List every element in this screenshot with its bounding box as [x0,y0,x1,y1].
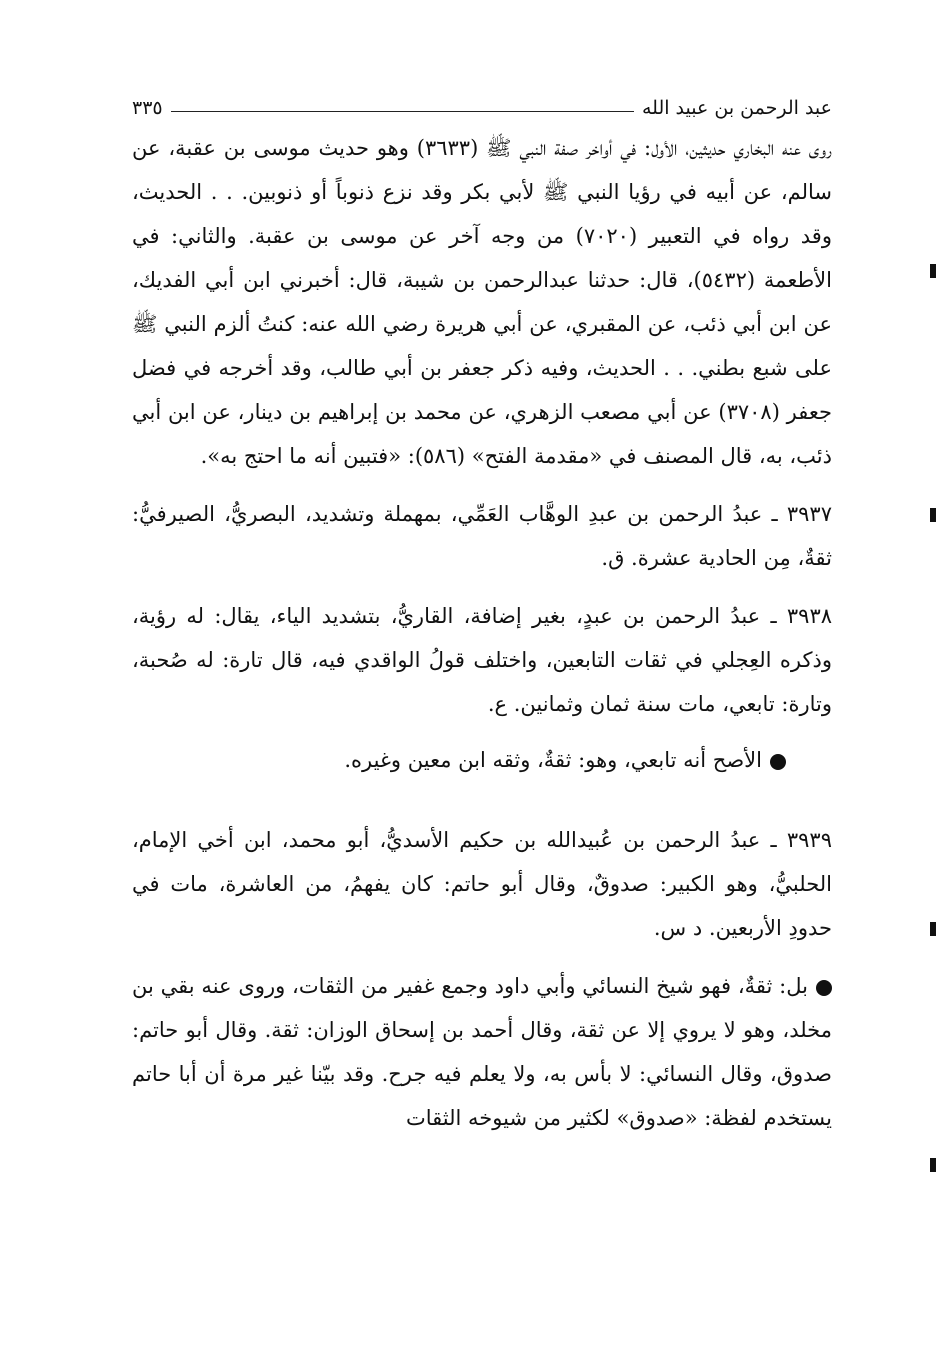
page-body [132,126,832,1140]
edge-mark [930,508,936,522]
entry-3938: ٣٩٣٨ ـ عبدُ الرحمن بن عبدٍ، بغير إضافة، القاريُّ، بتشديد الياء، يقال: له رؤية، وذكره العِجلي في ثقات التابعين، واختلف قولُ الواقدي فيه، قال تارة: له صُحبة، وتارة: تابعي، مات سنة ثمان وثمانين. ع. [132,604,833,716]
bullet-icon [816,980,832,996]
entry-3937: ٣٩٣٧ ـ عبدُ الرحمن بن عبدِ الوهَّاب العَمِّي، بمهملة وتشديد، البصريُّ، الصيرفيُّ: ثقةٌ، مِن الحادية عشرة. ق. [132,502,832,570]
edge-mark [930,264,936,278]
note-3938-text: الأصح أنه تابعي، وهو: ثقةٌ، وثقه ابن معين وغيره. [344,748,762,772]
note-3939 [132,964,832,1140]
edge-mark [930,1158,936,1172]
bullet-icon [770,754,786,770]
running-title: عبد الرحمن بن عبيد الله [641,97,832,119]
note-3939-text: بل: ثقةٌ، فهو شيخ النسائي وأبي داود وجمع غفير من الثقات، وروى عنه بقي بن مخلد، وهو لا يروي إلا عن ثقة، وقال أحمد بن إسحاق الوزان: ثقة. وقال أبو حاتم: صدوق، وقال النسائي: لا بأس به، ولا يعلم فيه جرح. وقد بيّنا غير مرة أن أبا حاتم يستخدم لفظة: «صدوق» لكثير من شيوخه الثقات [132,974,832,1130]
edge-mark [930,922,936,936]
running-header [132,82,832,118]
header-rule [171,111,634,112]
note-3938 [132,738,832,782]
entry-3939: ٣٩٣٩ ـ عبدُ الرحمن بن عُبيدالله بن حكيم الأسديُّ، أبو محمد، ابن أخي الإمام، الحلبيُّ، وهو الكبير: صدوقٌ، وقال أبو حاتم: كان يفهمُ، من العاشرة، مات في حدودِ الأربعين. د س. [132,828,832,940]
page-number: ٣٣٥ [132,97,163,119]
intro-paragraph: روى عنه البخاري حديثين، الأول: في أواخر صفة النبي ﷺ (٣٦٣٣) وهو حديث موسى بن عقبة، عن سالم، عن أبيه في رؤيا النبي ﷺ لأبي بكر وقد نزع ذنوباً أو ذنوبين. . . الحديث، وقد رواه في التعبير (٧٠٢٠) من وجه آخر عن موسى بن عقبة. والثاني: في الأطعمة (٥٤٣٢)، قال: حدثنا عبدالرحمن بن شيبة، قال: أخبرني ابن أبي الفديك، عن ابن أبي ذئب، عن المقبري، عن أبي هريرة رضي الله عنه: كنتُ ألزم النبي ﷺ على شبع بطني. . . الحديث، وفيه ذكر جعفر بن أبي طالب، وقد أخرجه في فضل جعفر (٣٧٠٨) عن أبي مصعب الزهري، عن محمد بن إبراهيم بن دينار، عن ابن أبي ذئب، به، قال المصنف في «مقدمة الفتح» (٥٨٦): «فتبين أنه ما احتج به». [132,136,832,468]
